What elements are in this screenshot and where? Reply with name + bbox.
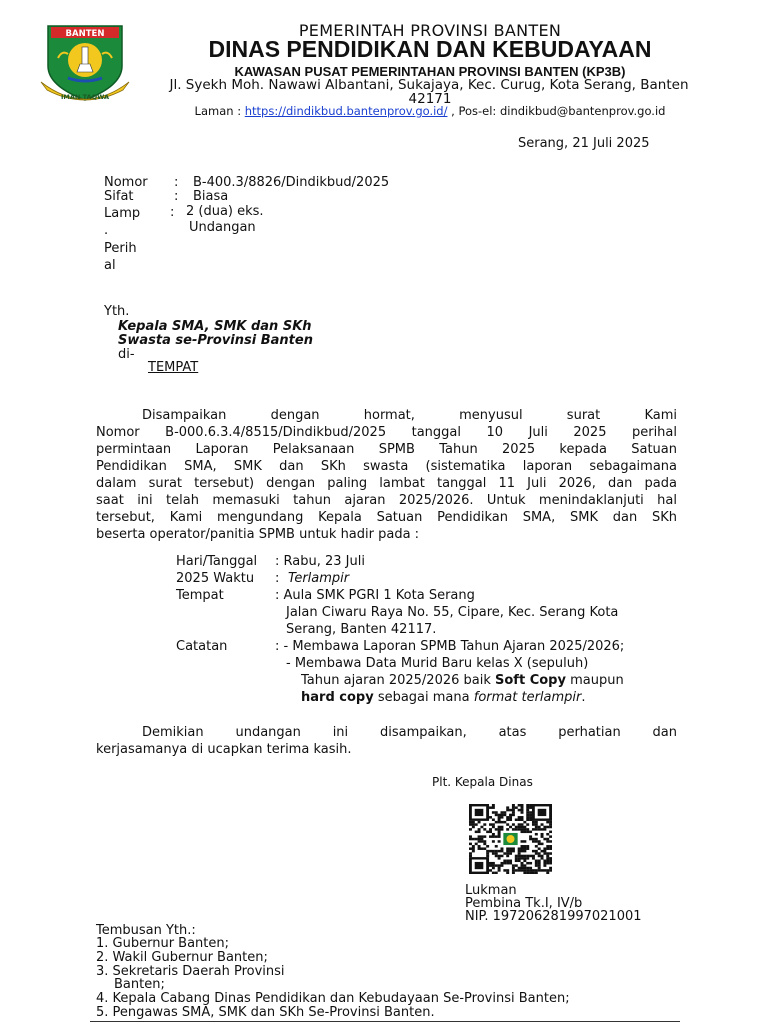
website-label: Laman : [194, 104, 242, 118]
hari-value: : Rabu, 23 Juli [275, 554, 365, 569]
body-line: saat ini telah memasuki tahun ajaran 2025/2026. Untuk menindaklanjuti hal [96, 493, 677, 508]
sifat-colon: : [174, 189, 179, 204]
closing-line: kerjasamanya di ucapkan terima kasih. [96, 742, 352, 757]
agency-contact [120, 104, 740, 118]
perihal-value: Undangan [189, 220, 256, 235]
catatan-line-3 [301, 673, 624, 688]
nomor-label: Nomor [104, 175, 148, 190]
agency-postal-code: 42171 [408, 91, 452, 107]
format-terlampir-text: format terlampir [473, 690, 582, 705]
closing-line: Demikian undangan ini disampaikan, atas perhatian dan [142, 725, 677, 740]
lamp-value: 2 (dua) eks. [186, 204, 264, 219]
catatan-line-1: : - Membawa Laporan SPMB Tahun Ajaran 2025/2026; [275, 639, 625, 654]
tempat-line-1: : Aula SMK PGRI 1 Kota Serang [275, 588, 475, 603]
perihal-label: Perih [104, 241, 137, 256]
tembusan-item: 4. Kepala Cabang Dinas Pendidikan dan Kebudayaan Se-Provinsi Banten; [96, 991, 570, 1006]
tembusan-item: 1. Gubernur Banten; [96, 936, 230, 951]
hari-label: Hari/Tanggal [176, 554, 258, 569]
body-line: Pendidikan SMA, SMK dan SKh swasta (sistematika laporan sebagaimana [96, 459, 677, 474]
lamp-label-period: . [104, 223, 109, 238]
recipient-salutation: Yth. [104, 304, 130, 319]
recipient-line-1: Kepala SMA, SMK dan SKh [118, 319, 312, 334]
body-line: Disampaikan dengan hormat, menyusul surat Kami [142, 408, 677, 423]
qr-code-icon [469, 804, 552, 874]
agency-address: Jl. Syekh Moh. Nawawi Albantani, Sukajaya, Kec. Curug, Kota Serang, Banten [169, 77, 689, 93]
letter-date: Serang, 21 Juli 2025 [518, 136, 650, 151]
hard-copy-text: hard copy [301, 690, 374, 705]
waktu-value: Terlampir [288, 571, 350, 586]
sifat-label: Sifat [104, 189, 134, 204]
tembusan-title: Tembusan Yth.: [96, 923, 196, 938]
tembusan-item: 2. Wakil Gubernur Banten; [96, 950, 268, 965]
closing-paragraph [96, 724, 677, 741]
signatory-rank: Pembina Tk.I, IV/b [465, 896, 583, 911]
catatan-text: maupun [565, 673, 624, 688]
footer-divider [90, 1021, 680, 1022]
signatory-name: Lukman [465, 883, 517, 898]
lamp-label: Lamp [104, 206, 141, 221]
agency-area: KAWASAN PUSAT PEMERINTAHAN PROVINSI BANTEN (KP3B) [234, 64, 626, 79]
government-name: PEMERINTAH PROVINSI BANTEN [298, 21, 562, 40]
signatory-nip: NIP. 197206281997021001 [465, 909, 642, 924]
logo-top-text: BANTEN [65, 29, 105, 39]
banten-province-logo-icon [38, 20, 132, 106]
nomor-value: B-400.3/8826/Dindikbud/2025 [193, 175, 390, 190]
waktu-colon: : [275, 571, 280, 586]
soft-copy-text: Soft Copy [495, 673, 566, 688]
recipient-tempat: TEMPAT [148, 360, 199, 375]
tempat-line-2: Jalan Ciwaru Raya No. 55, Cipare, Kec. Serang Kota [286, 605, 619, 620]
signatory-title: Plt. Kepala Dinas [432, 775, 533, 789]
agency-name: DINAS PENDIDIKAN DAN KEBUDAYAAN [208, 36, 652, 62]
lamp-colon: : [170, 205, 175, 220]
catatan-line-2: - Membawa Data Murid Baru kelas X (sepuluh) [286, 656, 589, 671]
catatan-label: Catatan [176, 639, 228, 654]
recipient-line-2: Swasta se-Provinsi Banten [118, 333, 313, 348]
tempat-label: Tempat [176, 588, 224, 603]
body-line: permintaan Laporan Pelaksanaan SPMB Tahun 2025 kepada Satuan [96, 442, 677, 457]
tempat-line-3: Serang, Banten 42117. [286, 622, 437, 637]
body-line: tersebut, Kami mengundang Kepala Satuan Pendidikan SMA, SMK dan SKh [96, 510, 677, 525]
catatan-text: . [581, 690, 586, 705]
catatan-text: Tahun ajaran 2025/2026 baik [301, 673, 496, 688]
sifat-value: Biasa [193, 189, 229, 204]
catatan-line-4 [301, 690, 586, 705]
tembusan-item: 3. Sekretaris Daerah Provinsi [96, 964, 285, 979]
tembusan-item-cont: Banten; [114, 977, 165, 992]
email-text: , Pos-el: dindikbud@bantenprov.go.id [451, 104, 666, 118]
body-line: Nomor B-000.6.3.4/8515/Dindikbud/2025 tanggal 10 Juli 2025 perihal [96, 425, 677, 440]
perihal-label-cont: al [104, 258, 116, 273]
logo-motto-text: IMAN TAQWA [60, 93, 110, 101]
body-line: beserta operator/panitia SPMB untuk hadir pada : [96, 527, 420, 542]
waktu-label: 2025 Waktu [176, 571, 255, 586]
body-paragraph [96, 407, 677, 543]
tembusan-item: 5. Pengawas SMA, SMK dan SKh Se-Provinsi Banten. [96, 1005, 435, 1020]
nomor-colon: : [174, 175, 179, 190]
website-link[interactable]: https://dindikbud.bantenprov.go.id/ [244, 104, 448, 118]
recipient-di: di- [118, 347, 135, 362]
body-line: dalam surat tersebut) dengan paling lambat tanggal 11 Juli 2026, dan pada [96, 476, 677, 491]
catatan-text: sebagai mana [373, 690, 474, 705]
